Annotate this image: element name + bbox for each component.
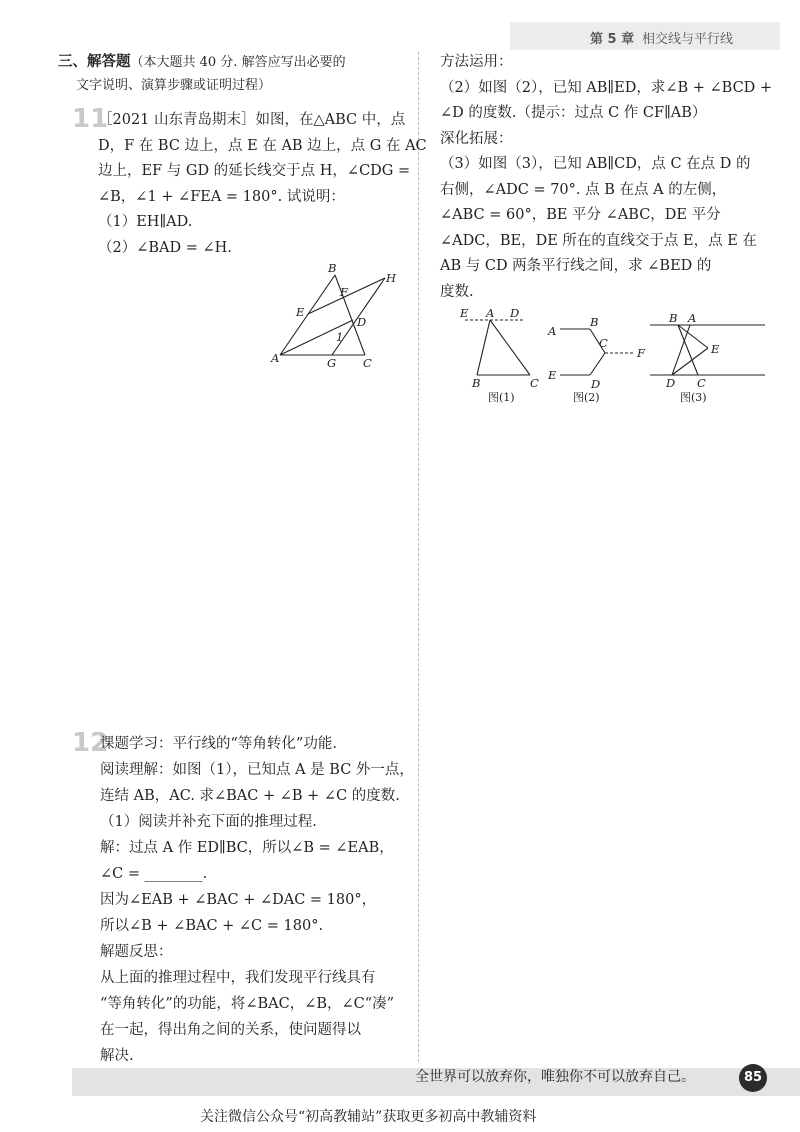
section-note: （本大题共 40 分. 解答应写出必要的 — [130, 55, 346, 70]
segment-ab — [280, 275, 335, 355]
text-line: ∠C = ________. — [100, 866, 208, 882]
fig3-label-e: E — [711, 342, 720, 356]
fig2-label-b: B — [590, 315, 599, 329]
figure-3 — [650, 305, 770, 405]
text-line: 方法运用： — [440, 54, 513, 70]
text-line: ∠ADC，BE，DE 所在的直线交于点 E，点 E 在 — [440, 232, 757, 249]
label-h: H — [386, 271, 397, 285]
text-line: （2）如图（2），已知 AB∥ED，求∠B + ∠BCD + — [440, 79, 773, 96]
text-line: 所以∠B + ∠BAC + ∠C = 180°. — [100, 918, 324, 934]
text-line: “等角转化”的功能，将∠BAC，∠B，∠C“凑” — [100, 996, 395, 1012]
figure-1 — [455, 305, 545, 405]
fig3-caption: 图(3) — [680, 391, 707, 404]
figure-2 — [545, 315, 655, 405]
fig2-label-f: F — [637, 346, 645, 360]
text-line: AB 与 CD 两条平行线之间，求 ∠BED 的 — [440, 258, 712, 274]
text-line: ∠D 的度数.（提示：过点 C 作 CF∥AB） — [440, 105, 707, 121]
figure-triangle-abc — [260, 260, 420, 380]
label-e: E — [296, 305, 305, 319]
fig1-label-c: C — [530, 376, 539, 390]
text-line: （1）EH∥AD. — [98, 214, 193, 230]
text-line: （1）阅读并补充下面的推理过程. — [100, 814, 317, 830]
text-line: D，F 在 BC 边上，点 E 在 AB 边上，点 G 在 AC — [98, 137, 427, 154]
text-line: 阅读理解：如图（1），已知点 A 是 BC 外一点， — [100, 762, 414, 778]
fig2-label-a: A — [548, 324, 557, 338]
text-line: 连结 AB，AC. 求∠BAC + ∠B + ∠C 的度数. — [100, 788, 400, 804]
fig2-label-d: D — [591, 377, 601, 391]
fig1-label-d: D — [510, 306, 520, 320]
segment-ac — [490, 320, 530, 375]
chapter-header — [510, 22, 780, 50]
question-number-12: 12 — [72, 728, 109, 758]
fig1-label-b: B — [472, 376, 481, 390]
fig2-caption: 图(2) — [573, 391, 600, 404]
fig2-label-c: C — [599, 336, 608, 350]
label-angle-1: 1 — [336, 330, 344, 344]
text-line: 因为∠EAB + ∠BAC + ∠DAC = 180°， — [100, 892, 377, 908]
fig1-label-a: A — [486, 306, 495, 320]
label-g: G — [327, 356, 337, 370]
text-line: （3）如图（3），已知 AB∥CD，点 C 在点 D 的 — [440, 156, 751, 172]
segment-ab — [477, 320, 490, 375]
text-line: 解决. — [100, 1048, 134, 1064]
label-f: F — [340, 285, 348, 299]
section-heading: 三、解答题 — [58, 54, 131, 70]
footer-slogan: 全世界可以放弃你，唯独你不可以放弃自己。 — [415, 1069, 695, 1085]
label-b: B — [328, 261, 337, 275]
page-number: 85 — [739, 1064, 767, 1092]
text-line: 解题反思： — [100, 944, 173, 960]
fig1-label-e: E — [460, 306, 469, 320]
segment-cd — [590, 353, 605, 375]
text-line: ∠B，∠1 + ∠FEA = 180°. 试说明： — [98, 188, 345, 205]
fig3-label-a: A — [688, 311, 697, 325]
text-line: 解：过点 A 作 ED∥BC，所以∠B = ∠EAB， — [100, 840, 394, 856]
section-heading-line — [58, 50, 346, 75]
label-a: A — [271, 351, 280, 365]
text-line: ∠ABC = 60°，BE 平分 ∠ABC，DE 平分 — [440, 207, 721, 223]
chapter-number: 第 5 章 — [590, 32, 635, 47]
fig3-label-d: D — [666, 376, 676, 390]
fig2-label-e: E — [548, 368, 557, 382]
label-c: C — [363, 356, 372, 370]
text-line: 边上，EF 与 GD 的延长线交于点 H，∠CDG = — [98, 163, 411, 179]
text-line: 右侧，∠ADC = 70°. 点 B 在点 A 的左侧， — [440, 181, 727, 198]
text-line: 在一起，得出角之间的关系，使问题得以 — [100, 1022, 361, 1038]
column-divider — [418, 52, 419, 1062]
chapter-title: 相交线与平行线 — [642, 32, 734, 47]
text-line: 深化拓展： — [440, 130, 513, 147]
fig3-label-c: C — [697, 376, 706, 390]
text-line: 度数. — [440, 283, 474, 300]
label-d: D — [357, 315, 367, 329]
question-number-11: 11 — [72, 104, 109, 134]
fig1-caption: 图(1) — [488, 391, 515, 404]
section-note-line2: 文字说明、演算步骤或证明过程） — [76, 78, 272, 93]
bottom-note: 关注微信公众号“初高教辅站”获取更多初高中教辅资料 — [200, 1109, 537, 1125]
text-line: 课题学习：平行线的“等角转化”功能. — [100, 736, 337, 752]
text-line: 从上面的推理过程中，我们发现平行线具有 — [100, 970, 376, 986]
text-line: ［2021 山东青岛期末］如图，在△ABC 中，点 — [98, 112, 406, 128]
fig3-label-b: B — [669, 311, 678, 325]
text-line: （2）∠BAD = ∠H. — [98, 239, 232, 256]
